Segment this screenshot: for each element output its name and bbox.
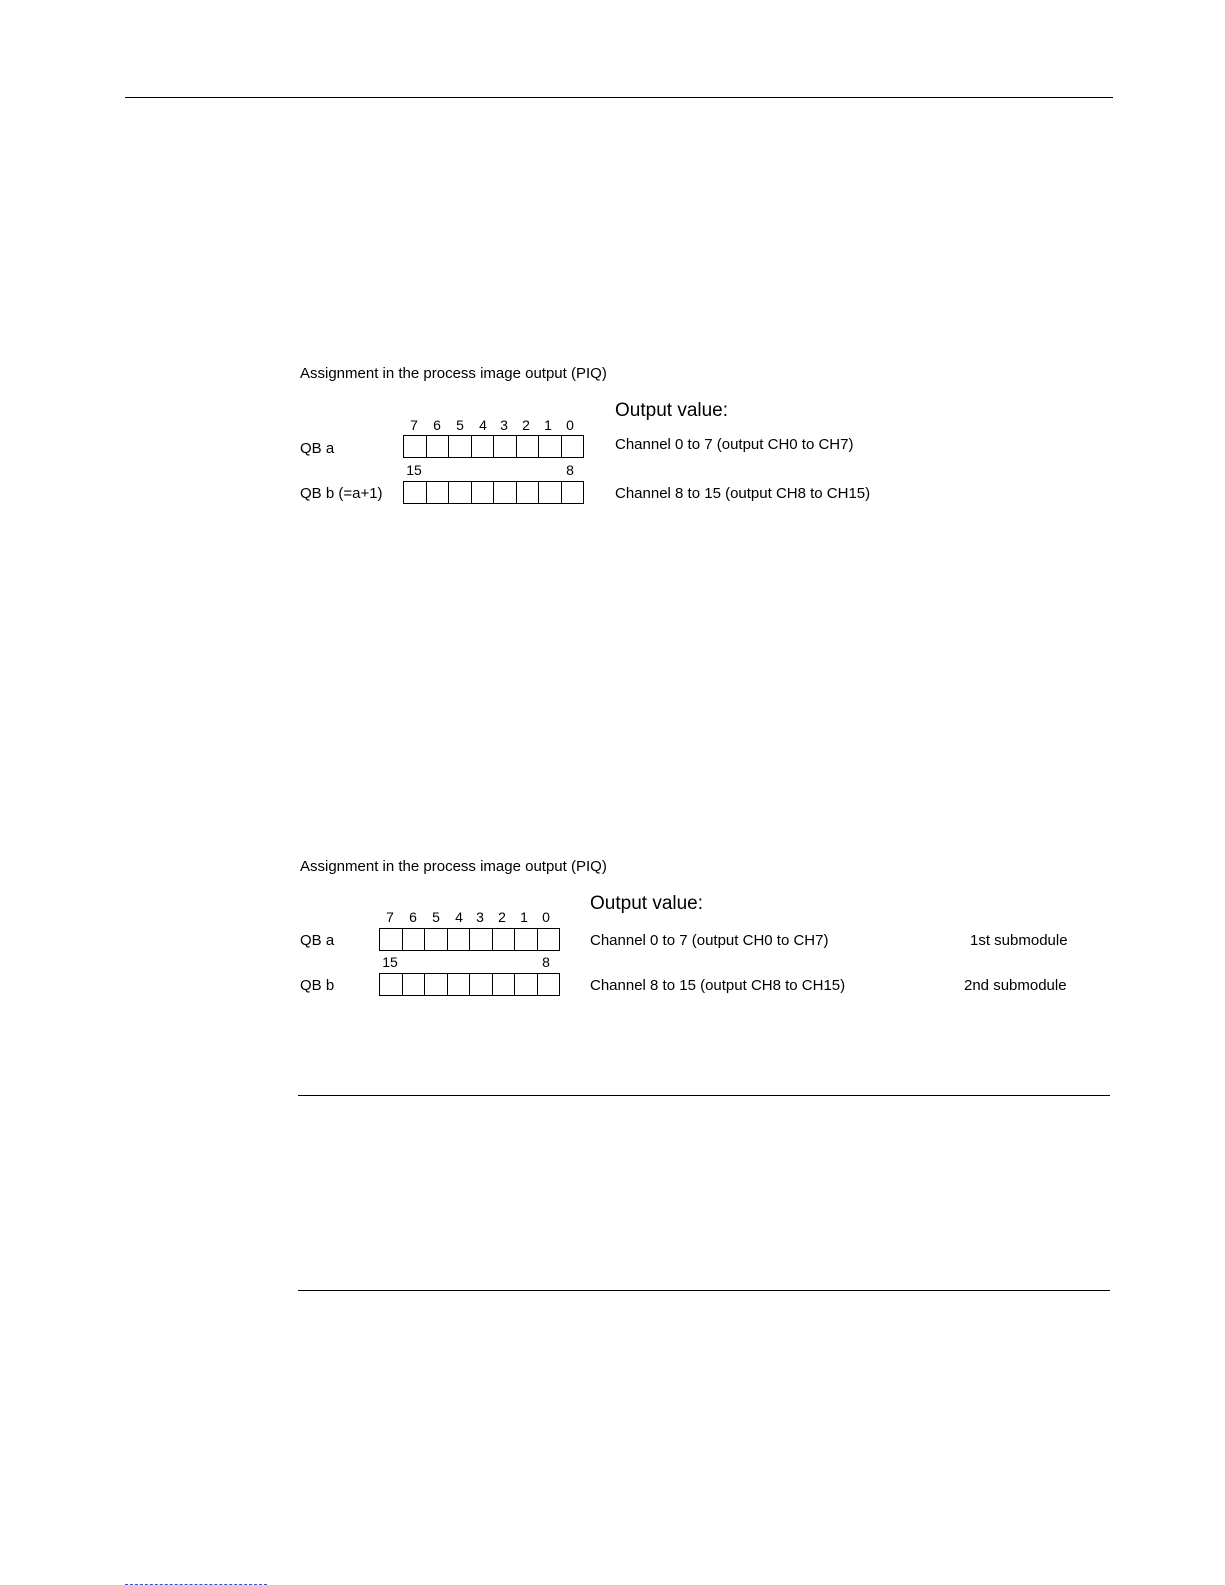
byte-cells-qb-a	[379, 928, 560, 951]
bit-number: 2	[522, 417, 530, 433]
bit-cell	[449, 482, 472, 503]
bit-number: 5	[456, 417, 464, 433]
bit-number-low: 8	[542, 954, 550, 970]
bit-number: 7	[410, 417, 418, 433]
bit-cell	[494, 436, 517, 457]
output-value-heading: Output value:	[615, 400, 729, 421]
bit-cell	[403, 929, 426, 950]
bit-cell	[517, 482, 540, 503]
bit-number-low: 8	[566, 462, 574, 478]
diagram-caption: Assignment in the process image output (PIQ)	[300, 365, 607, 382]
bit-number: 1	[520, 909, 528, 925]
bit-cell	[539, 482, 562, 503]
bit-cell	[538, 929, 560, 950]
note-bottom-rule	[298, 1290, 1110, 1291]
bit-cell	[562, 436, 584, 457]
bit-number: 6	[409, 909, 417, 925]
bit-cell	[493, 974, 516, 995]
bit-cell	[538, 974, 560, 995]
bit-number-high: 15	[406, 462, 422, 478]
bit-number: 2	[498, 909, 506, 925]
bit-cell	[494, 482, 517, 503]
bit-cell	[539, 436, 562, 457]
bit-cell	[470, 929, 493, 950]
byte-cells-qb-b	[379, 973, 560, 996]
bit-cell	[493, 929, 516, 950]
qb-b-label: QB b (=a+1)	[300, 485, 383, 502]
bit-cell	[427, 482, 450, 503]
bit-number: 7	[386, 909, 394, 925]
channel-description: Channel 8 to 15 (output CH8 to CH15)	[615, 485, 871, 502]
submodule-label: 2nd submodule	[964, 977, 1067, 994]
bit-number-high: 15	[382, 954, 398, 970]
bit-cell	[380, 929, 403, 950]
bit-cell	[448, 974, 471, 995]
bit-cell	[404, 482, 427, 503]
bit-cell	[448, 929, 471, 950]
bit-number: 0	[542, 909, 550, 925]
header-rule	[125, 97, 1113, 98]
bit-cell	[425, 929, 448, 950]
bit-number: 1	[544, 417, 552, 433]
channel-description: Channel 0 to 7 (output CH0 to CH7)	[590, 932, 829, 949]
output-value-heading: Output value:	[590, 893, 704, 914]
bit-cell	[425, 974, 448, 995]
bit-number: 4	[479, 417, 487, 433]
channel-description: Channel 8 to 15 (output CH8 to CH15)	[590, 977, 846, 994]
bit-cell	[404, 436, 427, 457]
bit-cell	[472, 436, 495, 457]
bit-cell	[380, 974, 403, 995]
bit-cell	[403, 974, 426, 995]
bit-cell	[472, 482, 495, 503]
bit-cell	[470, 974, 493, 995]
qb-a-label: QB a	[300, 932, 335, 949]
bit-cell	[562, 482, 584, 503]
bit-number: 3	[500, 417, 508, 433]
byte-cells-qb-a	[403, 435, 584, 458]
bit-cell	[515, 929, 538, 950]
bit-number: 3	[476, 909, 484, 925]
submodule-label: 1st submodule	[970, 932, 1068, 949]
qb-b-label: QB b	[300, 977, 335, 994]
byte-cells-qb-b	[403, 481, 584, 504]
bit-number: 6	[433, 417, 441, 433]
bit-number: 5	[432, 909, 440, 925]
qb-a-label: QB a	[300, 440, 335, 457]
note-top-rule	[298, 1095, 1110, 1096]
channel-description: Channel 0 to 7 (output CH0 to CH7)	[615, 436, 854, 453]
bit-cell	[517, 436, 540, 457]
diagram-caption: Assignment in the process image output (PIQ)	[300, 858, 607, 875]
bit-cell	[515, 974, 538, 995]
bit-number: 4	[455, 909, 463, 925]
bit-cell	[449, 436, 472, 457]
bit-cell	[427, 436, 450, 457]
bit-number: 0	[566, 417, 574, 433]
